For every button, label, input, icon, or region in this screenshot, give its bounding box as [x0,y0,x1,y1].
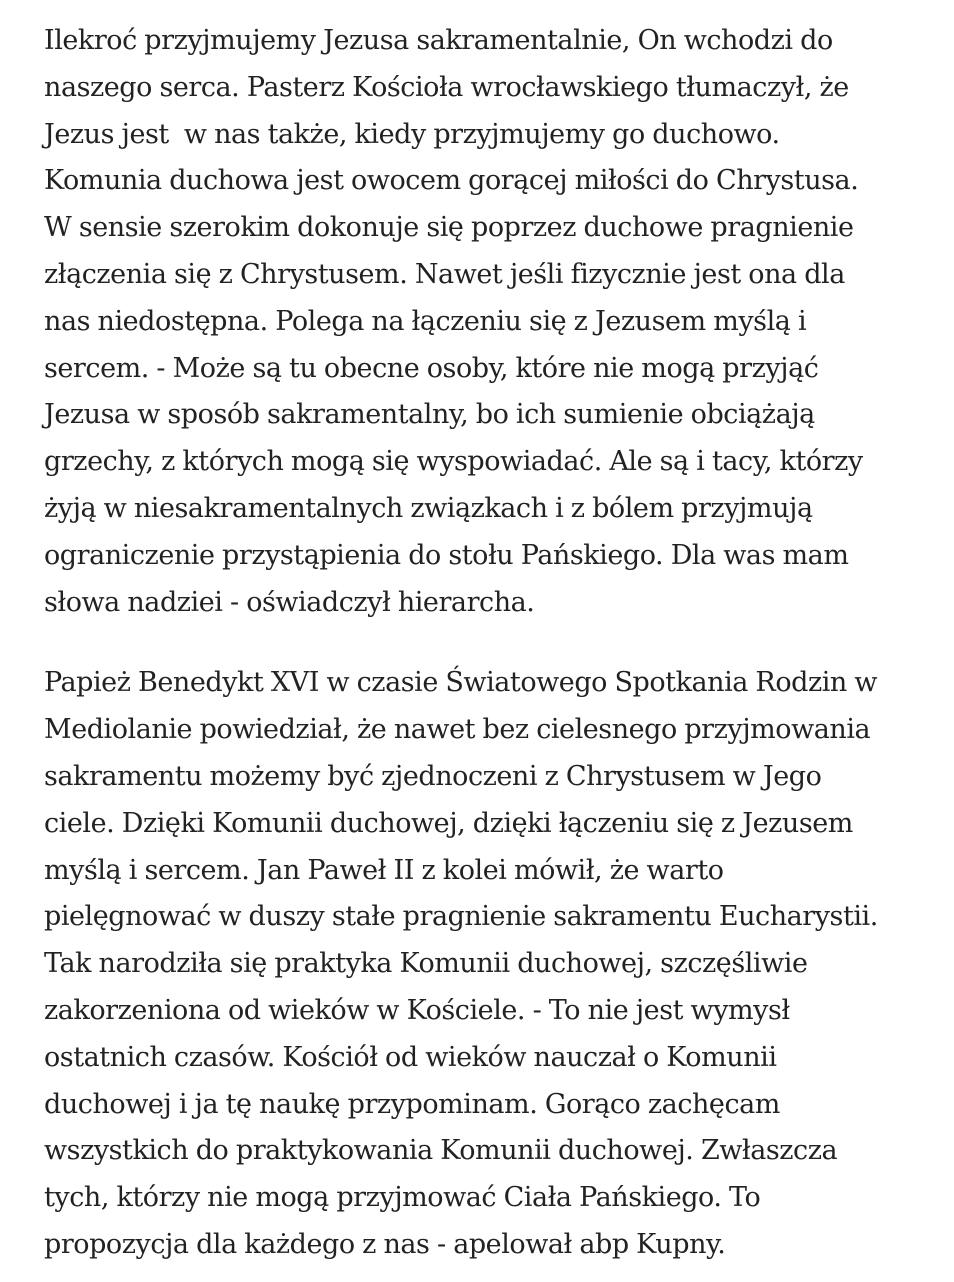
paragraph-line: Papież Benedykt XVI w czasie Światowego Spotkania Rodzin w [44,667,878,699]
article-body [44,18,939,1269]
paragraph-line: propozycja dla każdego z nas - apelował abp Kupny. [44,1228,726,1260]
paragraph-line: sakramentu możemy być zjednoczeni z Chrystusem w Jego [44,760,822,792]
paragraph-line: nas niedostępna. Polega na łączeniu się z Jezusem myślą i [44,305,807,337]
paragraph-line: ciele. Dzięki Komunii duchowej, dzięki łączeniu się z Jezusem [44,807,853,839]
paragraph-line: złączenia się z Chrystusem. Nawet jeśli fizycznie jest ona dla [44,258,845,290]
paragraph-line: słowa nadziei - oświadczył hierarcha. [44,586,535,618]
paragraph-line: W sensie szerokim dokonuje się poprzez duchowe pragnienie [44,212,854,244]
paragraph-line: grzechy, z których mogą się wyspowiadać. Ale są i tacy, którzy [44,446,863,478]
paragraph-line: Ilekroć przyjmujemy Jezusa sakramentalnie, On wchodzi do [44,25,833,56]
paragraph-line: zakorzeniona od wieków w Kościele. - To nie jest wymysł [44,994,790,1026]
paragraph-line: ograniczenie przystąpienia do stołu Pańskiego. Dla was mam [44,539,849,571]
paragraph-line: duchowej i ja tę naukę przypominam. Gorąco zachęcam [44,1088,780,1120]
paragraph-1 [44,18,939,626]
paragraph-line: tych, którzy nie mogą przyjmować Ciała Pańskiego. To [44,1182,761,1214]
paragraph-line: Mediolanie powiedział, że nawet bez cielesnego przyjmowania [44,714,871,746]
paragraph-line: Komunia duchowa jest owocem gorącej miłości do Chrystusa. [44,165,859,197]
paragraph-line: Jezusa w sposób sakramentalny, bo ich sumienie obciążają [44,399,815,431]
paragraph-2 [44,660,939,1268]
paragraph-line: naszego serca. Pasterz Kościoła wrocławskiego tłumaczył, że [44,71,849,103]
paragraph-spacer [44,626,939,660]
paragraph-line: Tak narodziła się praktyka Komunii duchowej, szczęśliwie [44,948,808,980]
paragraph-line: Jezus jest w nas także, kiedy przyjmujemy go duchowo. [44,118,780,150]
paragraph-line: ostatnich czasów. Kościół od wieków nauczał o Komunii [44,1041,777,1073]
paragraph-line: sercem. - Może są tu obecne osoby, które nie mogą przyjąć [44,352,819,384]
paragraph-line: wszystkich do praktykowania Komunii duchowej. Zwłaszcza [44,1135,838,1167]
paragraph-line: myślą i sercem. Jan Paweł II z kolei mówił, że warto [44,854,724,886]
paragraph-line: żyją w niesakramentalnych związkach i z bólem przyjmują [44,492,813,524]
paragraph-line: pielęgnować w duszy stałe pragnienie sakramentu Eucharystii. [44,901,878,933]
